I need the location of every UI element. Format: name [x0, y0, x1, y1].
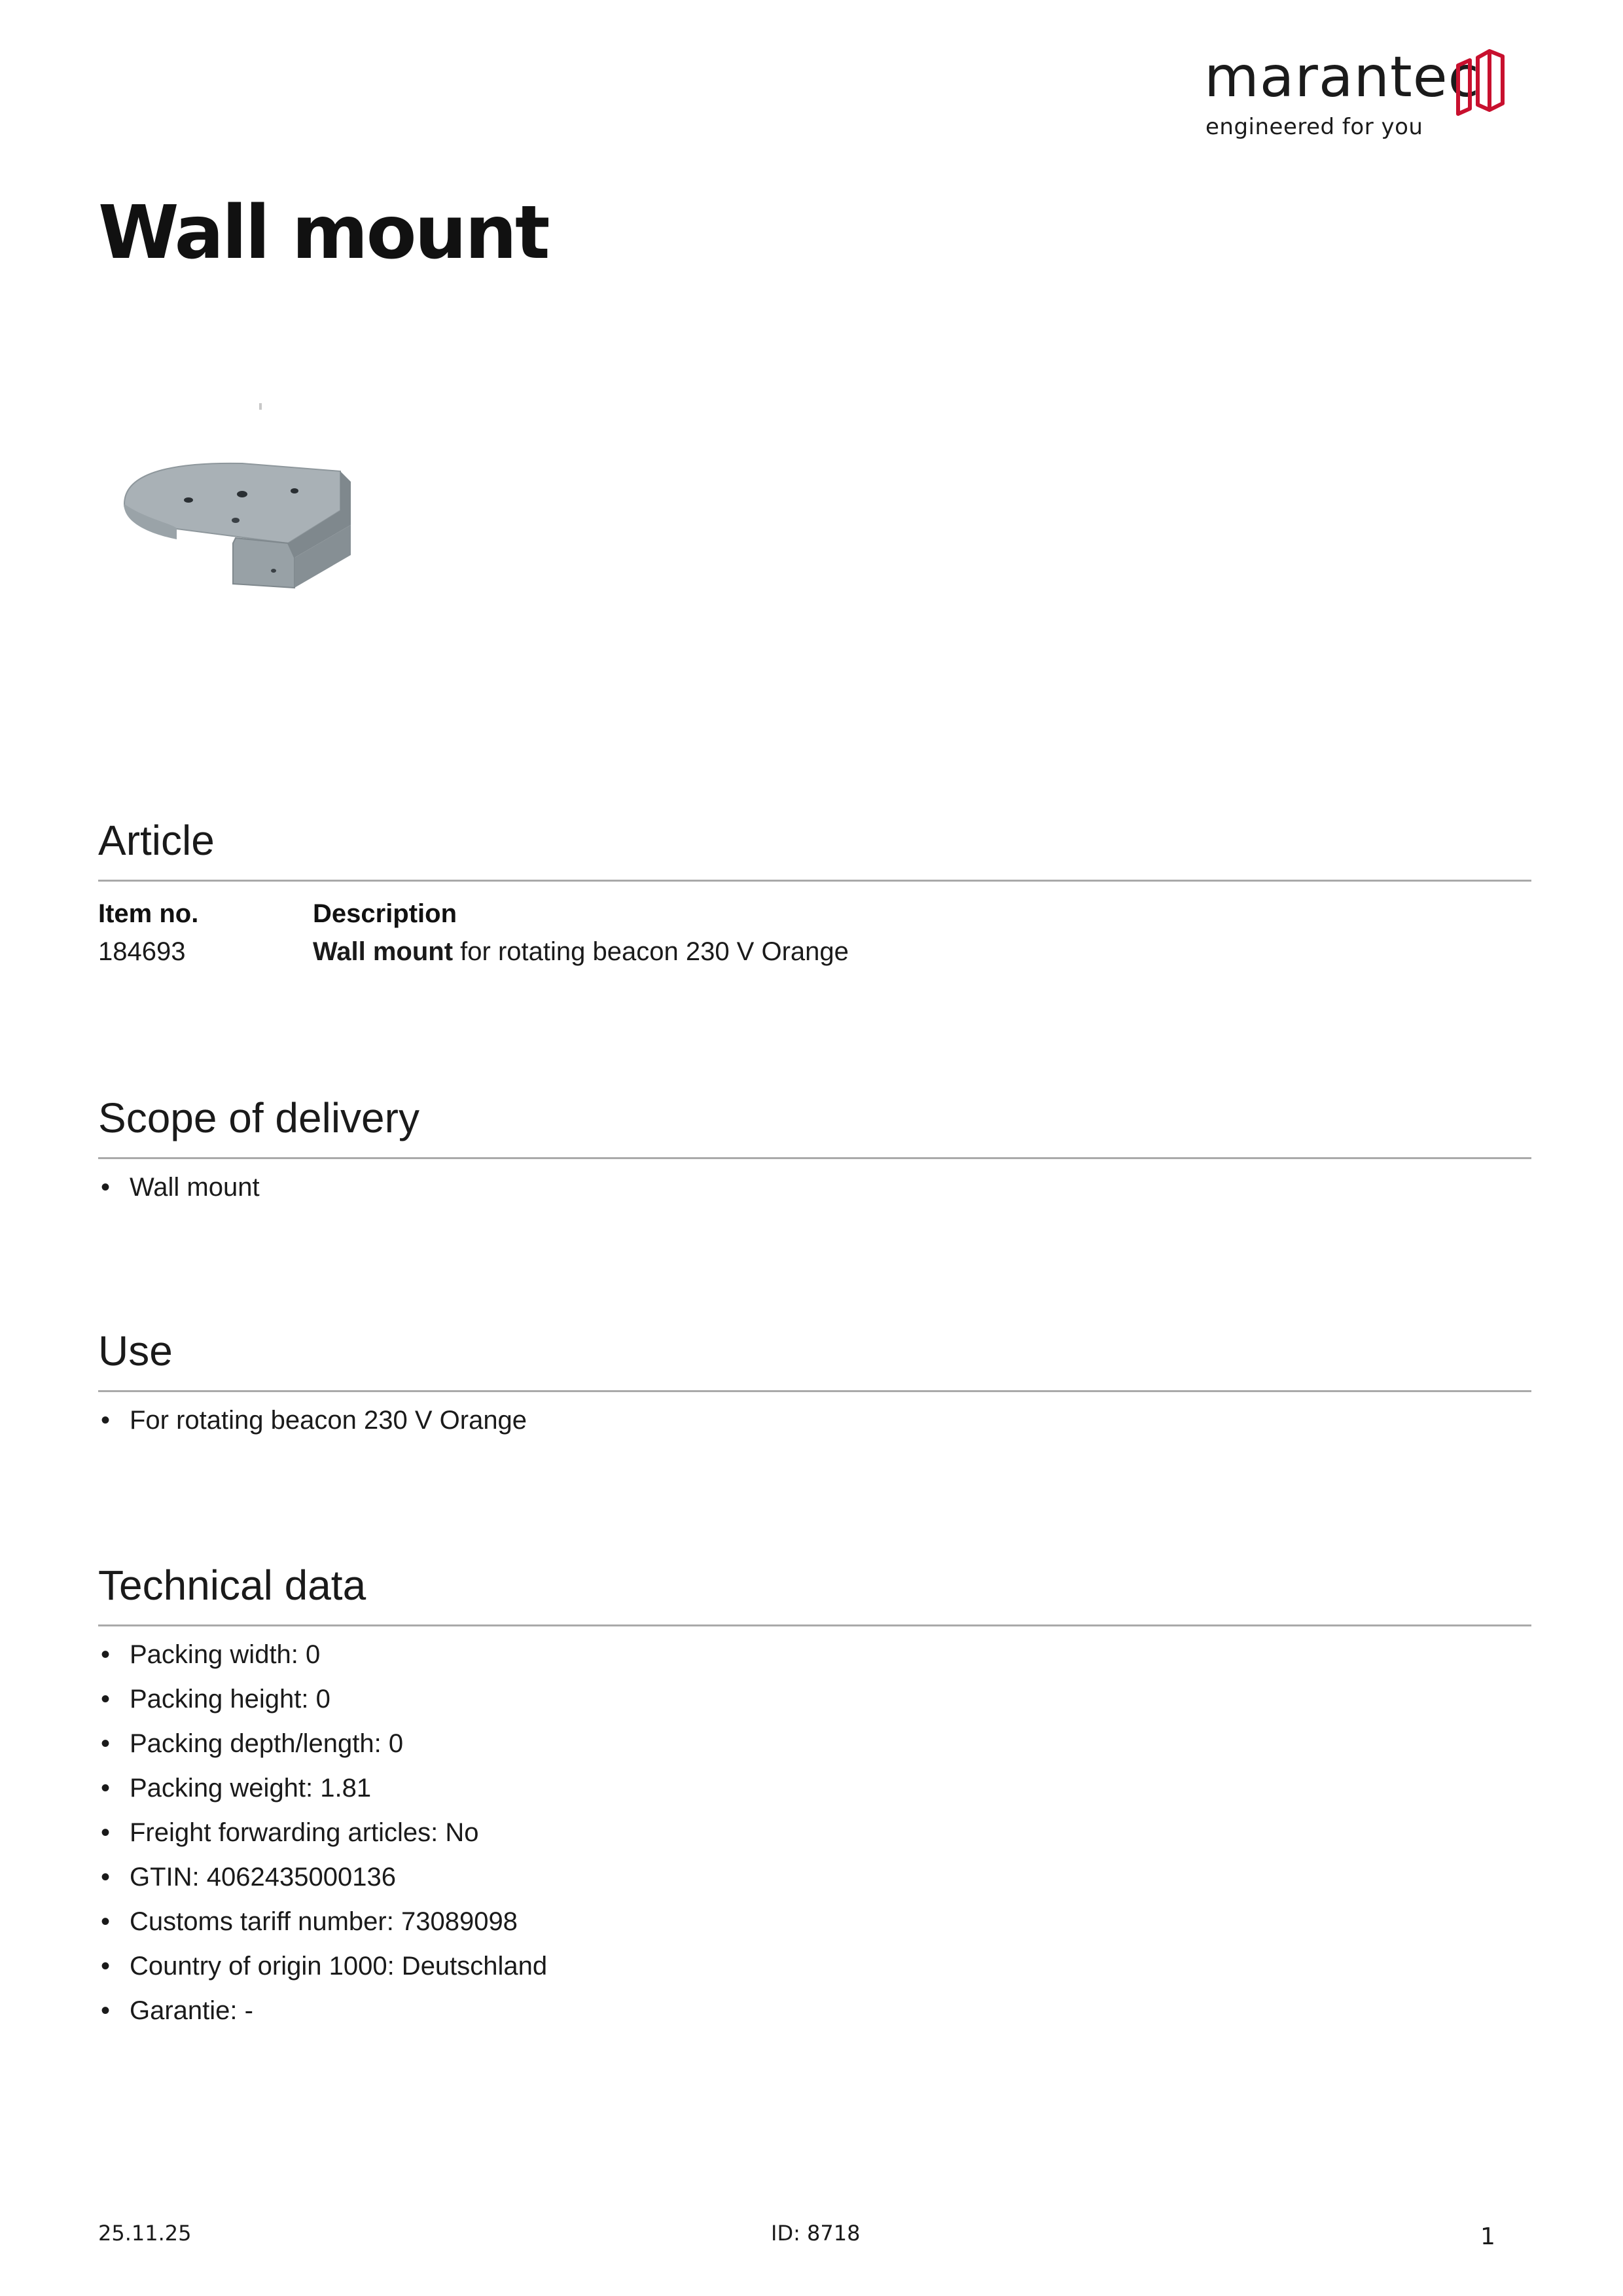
item-description-rest: for rotating beacon 230 V Orange	[453, 937, 849, 966]
list-item: • Country of origin 1000: Deutschland	[98, 1944, 547, 1988]
list-item: • Wall mount	[98, 1165, 260, 1210]
footer-date: 25.11.25	[98, 2221, 192, 2246]
list-item: • Freight forwarding articles: No	[98, 1810, 547, 1855]
list-item: • Packing width: 0	[98, 1632, 547, 1677]
section-divider	[98, 1624, 1531, 1626]
list-item: • Packing depth/length: 0	[98, 1721, 547, 1766]
brand-tagline: engineered for you	[1205, 114, 1423, 140]
brand-name: marantec	[1204, 45, 1480, 110]
footer-page-number: 1	[1480, 2223, 1495, 2250]
technical-data-list	[98, 1632, 547, 2033]
section-title-use: Use	[98, 1327, 173, 1374]
section-title-technical-data: Technical data	[98, 1562, 366, 1609]
section-divider	[98, 1390, 1531, 1392]
list-item: • Garantie: -	[98, 1988, 547, 2033]
list-item: • GTIN: 4062435000136	[98, 1855, 547, 1899]
footer-document-id: ID: 8718	[771, 2221, 861, 2246]
column-header-description: Description	[313, 899, 457, 928]
list-item: • Packing height: 0	[98, 1677, 547, 1721]
brand-logo	[1204, 42, 1505, 147]
product-image	[98, 380, 373, 655]
column-header-item-no: Item no.	[98, 899, 199, 928]
section-title-article: Article	[98, 817, 215, 864]
marantec-door-icon	[1454, 46, 1507, 119]
wall-mount-bracket-photo-icon	[124, 403, 351, 588]
scope-list	[98, 1165, 260, 1210]
section-title-scope: Scope of delivery	[98, 1094, 419, 1141]
page-title: Wall mount	[98, 190, 548, 276]
section-divider	[98, 880, 1531, 882]
section-divider	[98, 1157, 1531, 1159]
item-description-bold: Wall mount	[313, 937, 454, 966]
list-item: • Customs tariff number: 73089098	[98, 1899, 547, 1944]
list-item: • For rotating beacon 230 V Orange	[98, 1398, 527, 1443]
use-list	[98, 1398, 527, 1443]
item-description	[313, 935, 849, 969]
item-number: 184693	[98, 937, 186, 966]
list-item: • Packing weight: 1.81	[98, 1766, 547, 1810]
